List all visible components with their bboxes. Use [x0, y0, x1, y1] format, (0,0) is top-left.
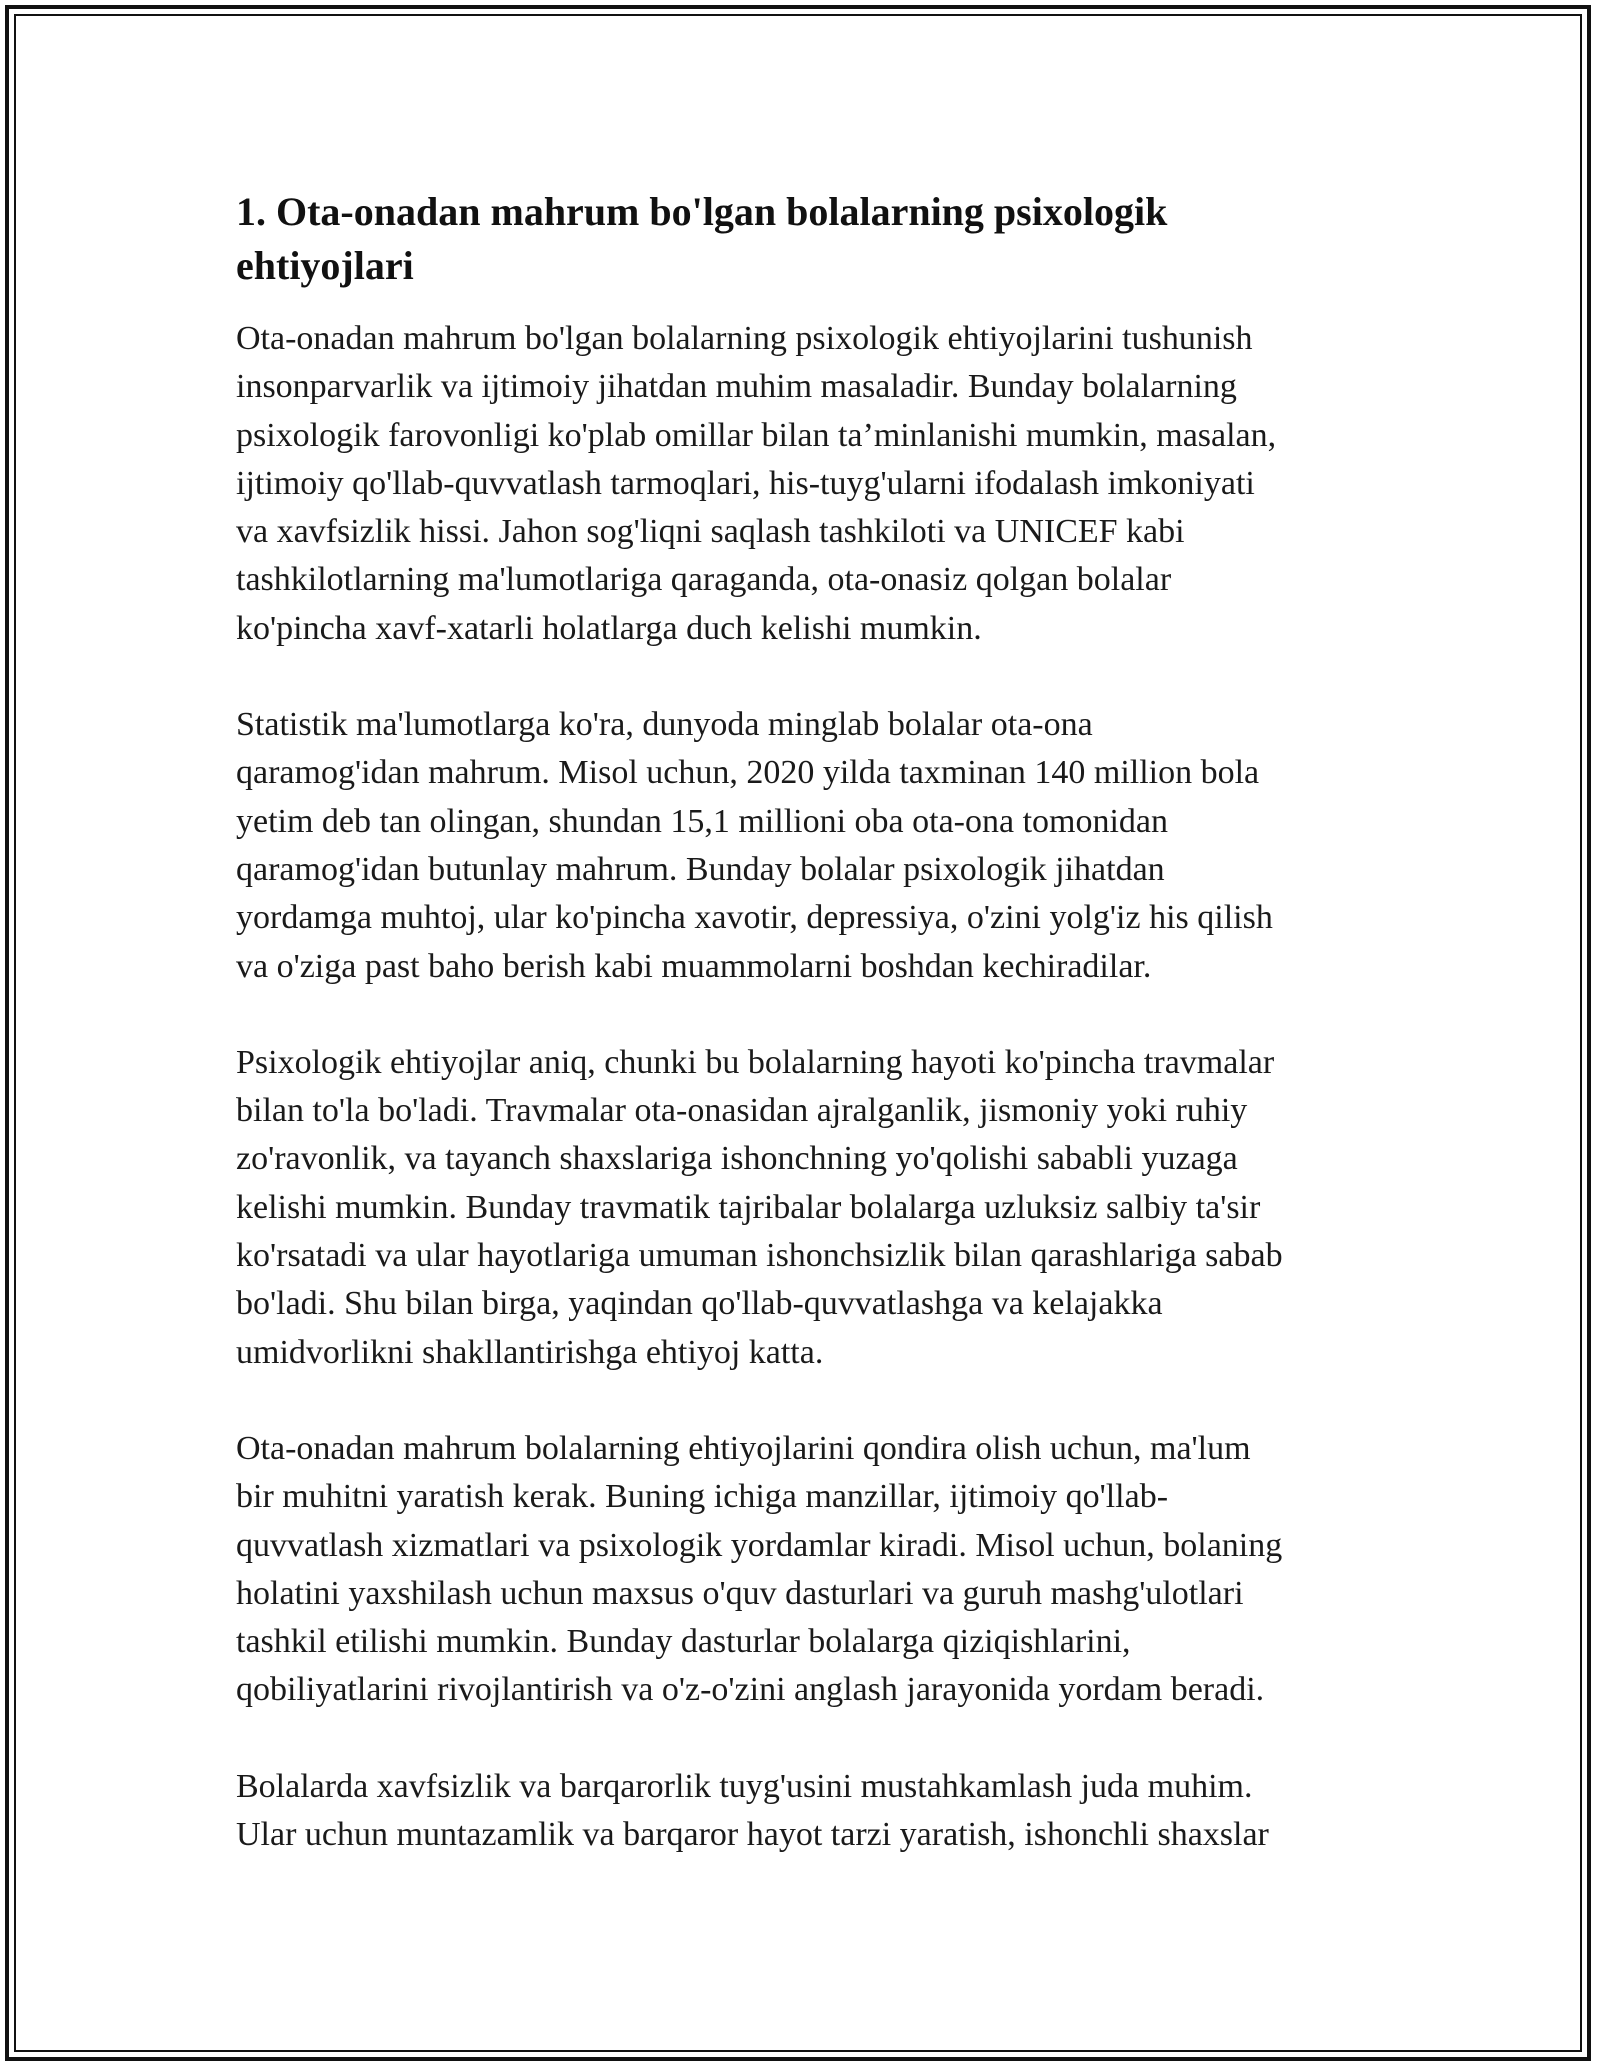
section-heading: 1. Ota-onadan mahrum bo'lgan bolalarning psixologik ehtiyojlari	[236, 189, 1168, 288]
paragraph-3: Psixologik ehtiyojlar aniq, chunki bu bolalarning hayoti ko'pincha travmalar bilan to'la bo'ladi. Travmalar ota-onasidan ajralganlik, jismoniy yoki ruhiy zo'ravonlik, va tayanch shaxslariga ishonchning yo'qolishi sababli yuzaga kelishi mumkin. Bunday travmatik tajribalar bolalarga uzluksiz salbiy ta'sir ko'rsatadi va ular hayotlariga umuman ishonchsizlik bilan qarashlariga sabab bo'ladi. Shu bilan birga, yaqindan qo'llab-quvvatlashga va kelajakka umidvorlikni shakllantirishga ehtiyoj katta.	[236, 1043, 1283, 1371]
paragraph-2: Statistik ma'lumotlarga ko'ra, dunyoda minglab bolalar ota-ona qaramog'idan mahrum. Misol uchun, 2020 yilda taxminan 140 million bola yetim deb tan olingan, shundan 15,1 millioni oba ota-ona tomonidan qaramog'idan butunlay mahrum. Bunday bolalar psixologik jihatdan yordamga muhtoj, ular ko'pincha xavotir, depressiya, o'zini yolg'iz his qilish va o'ziga past baho berish kabi muammolarni boshdan kechiradilar.	[236, 706, 1273, 985]
paragraph-1: Ota-onadan mahrum bo'lgan bolalarning psixologik ehtiyojlarini tushunish insonparvarlik va ijtimoiy jihatdan muhim masaladir. Bunday bolalarning psixologik farovonligi ko'plab omillar bilan ta’minlanishi mumkin, masalan, ijtimoiy qo'llab-quvvatlash tarmoqlari, his-tuyg'ularni ifodalash imkoniyati va xavfsizlik hissi. Jahon sog'liqni saqlash tashkiloti va UNICEF kabi tashkilotlarning ma'lumotlariga qaraganda, ota-onasiz qolgan bolalar ko'pincha xavf-xatarli holatlarga duch kelishi mumkin.	[236, 320, 1277, 647]
document-body	[236, 185, 1386, 1907]
paragraph-5: Bolalarda xavfsizlik va barqarorlik tuyg'usini mustahkamlash juda muhim. Ular uchun muntazamlik va barqaror hayot tarzi yaratish, ishonchli shaxslar	[236, 1767, 1269, 1854]
paragraph-4: Ota-onadan mahrum bolalarning ehtiyojlarini qondira olish uchun, ma'lum bir muhitni yaratish kerak. Buning ichiga manzillar, ijtimoiy qo'llab- quvvatlash xizmatlari va psixologik yordamlar kiradi. Misol uchun, bolaning holatini yaxshilash uchun maxsus o'quv dasturlari va guruh mashg'ulotlari tashkil etilishi mumkin. Bunday dasturlar bolalarga qiziqishlarini, qobiliyatlarini rivojlantirish va o'z-o'zini anglash jarayonida yordam beradi.	[236, 1429, 1283, 1709]
